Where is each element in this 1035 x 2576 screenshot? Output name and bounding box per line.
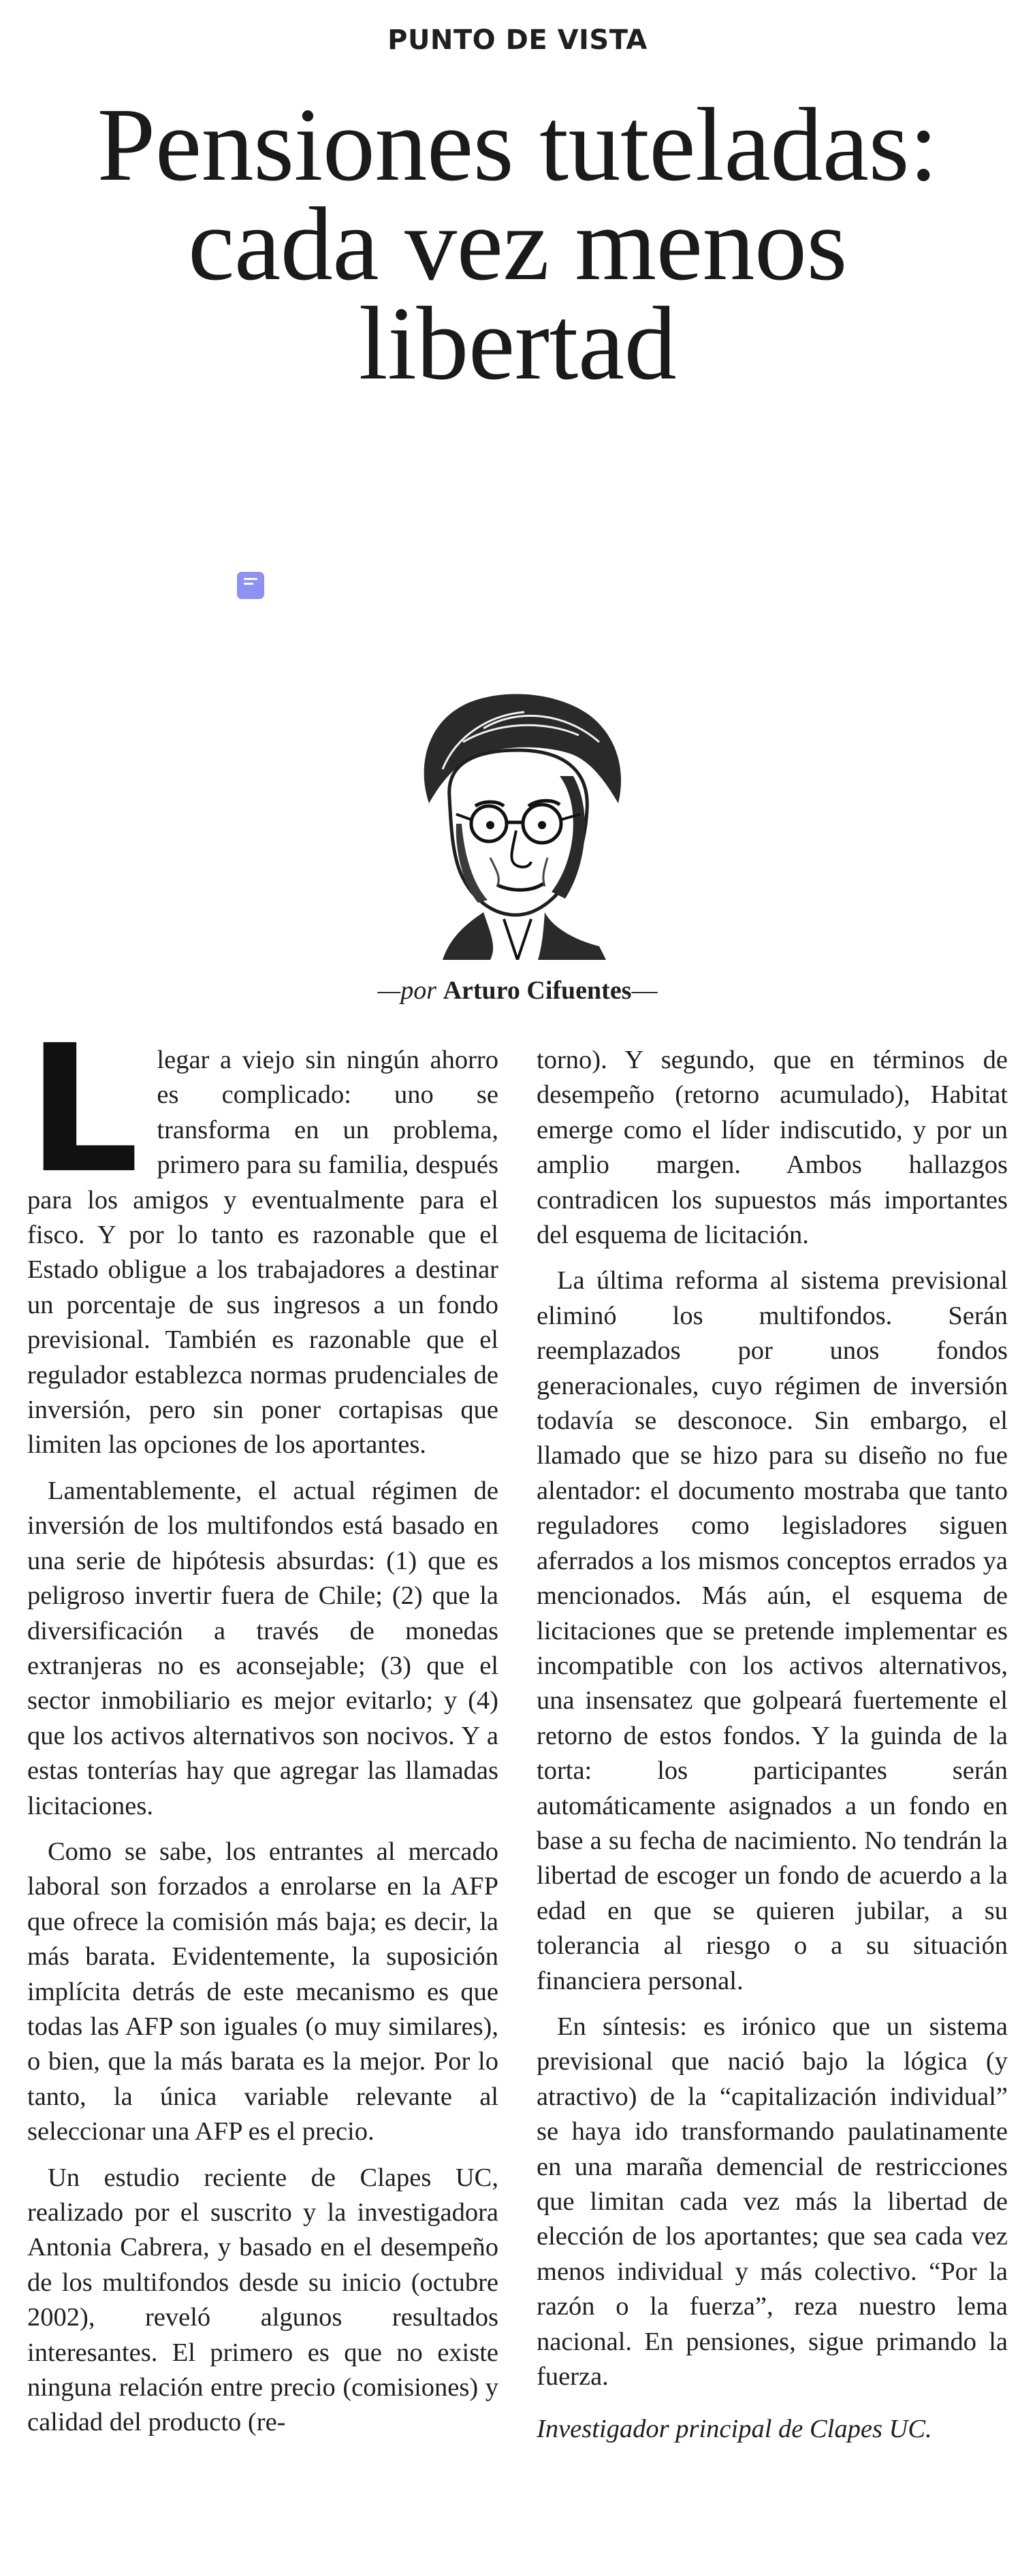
paragraph: torno). Y segundo, que en términos de desempeño (retorno acumulado), Habitat emerge como el líder indiscutido, y por un amplio margen. Ambos hallazgos contradicen los supuestos más importantes del esquema de licitación.	[537, 1046, 1008, 1250]
paragraph: En síntesis: es irónico que un sistema previsional que nació bajo la lógica (y atractivo) de la “capitalización individual” se haya ido transformando paulatinamente en una maraña demencial de restricciones que limitan cada vez más la libertad de elección de los aportantes; que sea cada vez menos individual y más colectivo. “Por la razón o la fuerza”, reza nuestro lema nacional. En pensiones, sigue primando la fuerza.	[537, 2012, 1008, 2392]
paragraph: Un estudio reciente de Clapes UC, realizado por el suscrito y la investigadora Antonia Cabrera, y basado en el desempeño de los multifondos desde su inicio (octubre 2002), reveló algunos resultados interesantes. El primero es que no existe ninguna relación entre precio (comisiones) y calidad del producto (re-	[27, 2163, 498, 2437]
author-signature: Investigador principal de Clapes UC.	[537, 2415, 932, 2444]
byline-suffix: —	[631, 976, 658, 1005]
byline-author: Arturo Cifuentes	[443, 976, 632, 1005]
paragraph: Lamentablemente, el actual régimen de inversión de los multifondos está basado en una serie de hipótesis absurdas: (1) que es peligroso invertir fuera de Chile; (2) que la diversificación a través de monedas extranjeras no es aconsejable; (3) que el sector inmobiliario es mejor evitarlo; y (4) que los activos alternativos son nocivos. Y a estas tonterías hay que agregar las llamadas licitaciones.	[27, 1476, 498, 1820]
article-column-right	[537, 1043, 1008, 2458]
paragraph: Llegar a viejo sin ningún ahorro es complicado: uno se transforma en un problema, primero para su familia, después para los amigos y eventualmente para el fisco. Y por lo tanto es razonable que el Estado obligue a los trabajadores a destinar un porcentaje de sus ingresos a un fondo previsional. También es razonable que el regulador establezca normas prudenciales de inversión, pero sin poner cortapisas que limiten las opciones de los aportantes.	[27, 1008, 498, 1460]
drop-cap: L	[27, 1008, 140, 1212]
article-column-left	[27, 1008, 498, 2451]
author-portrait	[402, 688, 633, 960]
note-icon[interactable]	[237, 572, 264, 599]
paragraph: La última reforma al sistema previsional eliminó los multifondos. Serán reemplazados por unos fondos generacionales, cuyo régimen de inversión todavía se desconoce. Sin embargo, el llamado que se hizo para su diseño no fue alentador: el documento mostraba que tanto reguladores como legisladores siguen aferrados a los mismos conceptos errados ya mencionados. Más aún, el esquema de licitaciones que se pretende implementar es incompatible con los activos alternativos, una insensatez que golpeará fuertemente el retorno de estos fondos. Y la guinda de la torta: los participantes serán automáticamente asignados a un fondo en base a su fecha de nacimiento. No tendrán la libertad de escoger un fondo de acuerdo a la edad en que se quieren jubilar, a su tolerancia al riesgo o a su situación financiera personal.	[537, 1266, 1008, 1995]
byline-prefix: —por	[377, 976, 437, 1005]
section-label: PUNTO DE VISTA	[387, 25, 648, 56]
headline: Pensiones tuteladas: cada vez menos libertad	[97, 87, 938, 402]
paragraph: Como se sabe, los entrantes al mercado laboral son forzados a enrolarse en la AFP que ofrece la comisión más baja; es decir, la más barata. Evidentemente, la suposición implícita detrás de este mecanismo es que todas las AFP son iguales (o muy similares), o bien, que la más barata es la mejor. Por lo tanto, la única variable relevante al seleccionar una AFP es el precio.	[27, 1837, 498, 2146]
byline	[0, 976, 1035, 1005]
